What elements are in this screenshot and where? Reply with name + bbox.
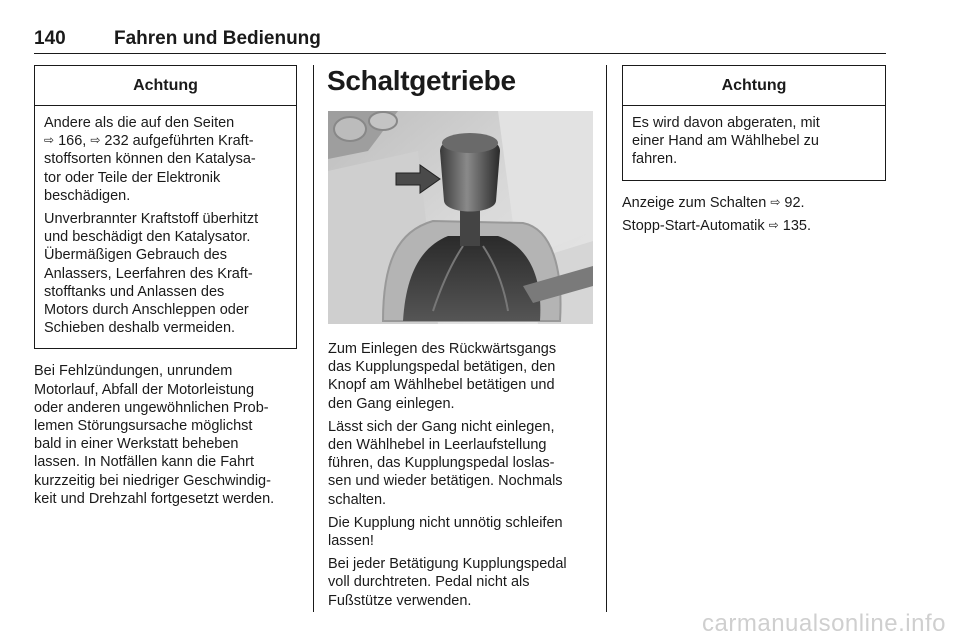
warning-title: Achtung <box>35 66 296 106</box>
ref-arrow-icon: ⇨ <box>768 217 779 232</box>
warning-body <box>35 106 296 348</box>
ref-arrow-icon: ⇨ <box>770 194 781 209</box>
warning-paragraph: Andere als die auf den Seiten ⇨ 166, ⇨ 232 aufgeführten Kraft- stoffsorten können den Katalysa- tor oder Teile der Elektronik beschädigen. <box>44 115 256 204</box>
watermark: carmanualsonline.info <box>702 610 946 637</box>
body-paragraph: Bei Fehlzündungen, unrundem Motorlauf, Abfall der Motorleistung oder anderen ungewöhnlichen Prob- lemen Störungsursache möglichst bald in einer Werkstatt beheben lassen. In Notfällen kann die Fahrt kurzzeitig bei niedriger Geschwindig- keit und Drehzahl fortgesetzt werden. <box>34 363 275 507</box>
warning-body <box>623 106 885 180</box>
column-right <box>622 65 886 240</box>
ref-arrow-icon: ⇨ <box>44 133 55 148</box>
body-paragraph: Zum Einlegen des Rückwärtsgangs das Kupplungspedal betätigen, den Knopf am Wählhebel betätigen und den Gang einlegen. <box>328 341 557 412</box>
column-divider <box>313 65 314 612</box>
page-header <box>34 28 886 54</box>
cross-reference[interactable]: Stopp-Start-Automatik ⇨ 135. <box>622 217 811 234</box>
column-left <box>34 65 297 513</box>
cross-reference[interactable]: Anzeige zum Schalten ⇨ 92. <box>622 194 805 211</box>
body-paragraph: Lässt sich der Gang nicht einlegen, den Wählhebel in Leerlaufstellung führen, das Kupplungspedal loslas- sen und wieder betätigen. Nochmals schalten. <box>328 418 563 508</box>
ref-arrow-icon: ⇨ <box>90 133 101 148</box>
warning-box <box>34 65 297 349</box>
warning-paragraph: Es wird davon abgeraten, mit einer Hand am Wählhebel zu fahren. <box>632 115 820 168</box>
chapter-title: Fahren und Bedienung <box>114 28 321 49</box>
warning-box <box>622 65 886 181</box>
gear-shift-lever-photo <box>328 111 593 324</box>
body-paragraph: Bei jeder Betätigung Kupplungspedal voll durchtreten. Pedal nicht als Fußstütze verwenden. <box>328 556 567 609</box>
body-paragraph: Die Kupplung nicht unnötig schleifen lassen! <box>328 514 563 550</box>
section-title: Schaltgetriebe <box>327 65 516 96</box>
page-number: 140 <box>34 28 66 49</box>
column-divider <box>606 65 607 612</box>
warning-title: Achtung <box>623 66 885 106</box>
warning-paragraph: Unverbrannter Kraftstoff überhitzt und beschädigt den Katalysator. Übermäßigen Gebrauch des Anlassers, Leerfahren des Kraft- stofftanks und Anlassen des Motors durch Anschleppen oder Schieben deshalb vermeiden. <box>44 211 259 337</box>
column-middle <box>328 65 593 615</box>
